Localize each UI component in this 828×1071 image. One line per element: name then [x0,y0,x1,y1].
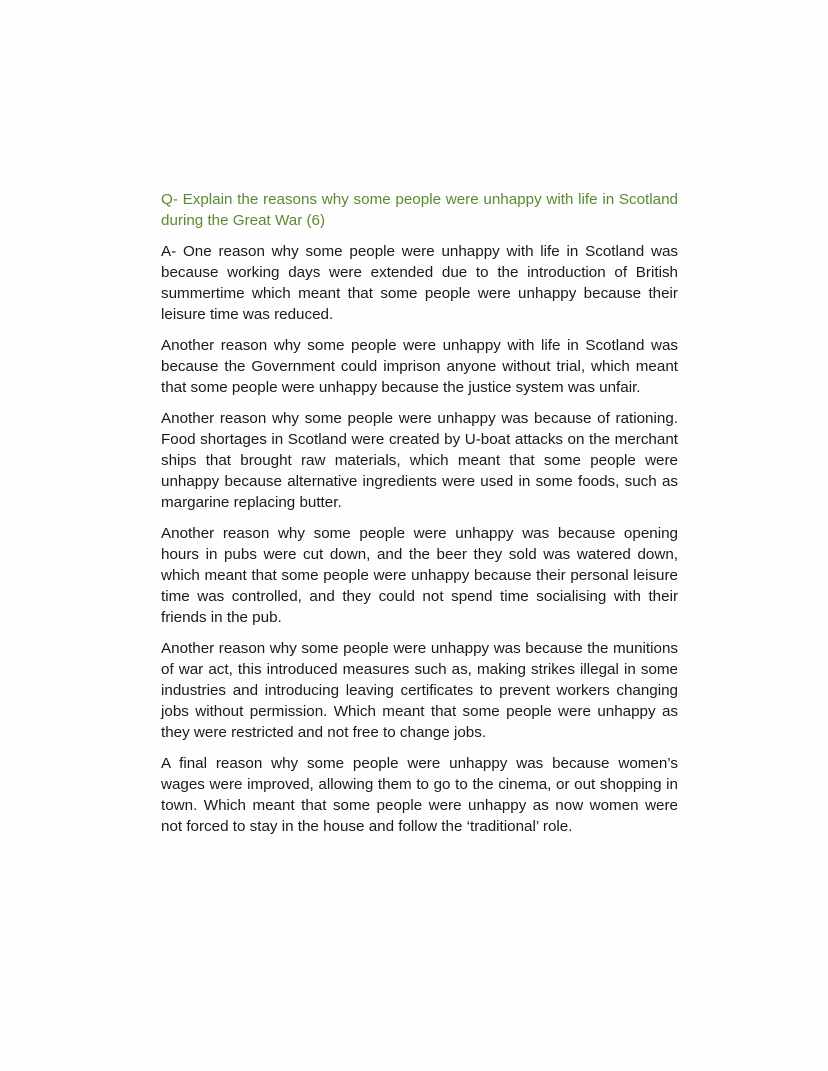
question-text: Q- Explain the reasons why some people were unhappy with life in Scotland during the Great War (6) [161,191,678,229]
answer-paragraph-6: A final reason why some people were unhappy was because women’s wages were improved, allowing them to go to the cinema, or out shopping in town. Which meant that some people were unhappy as now women were not forced to stay in the house and follow the ‘traditional’ role. [161,755,678,835]
answer-paragraph-2: Another reason why some people were unhappy with life in Scotland was because the Government could imprison anyone without trial, which meant that some people were unhappy because the justice system was unfair. [161,337,678,396]
answer-paragraph-4: Another reason why some people were unhappy was because opening hours in pubs were cut down, and the beer they sold was watered down, which meant that some people were unhappy because their personal leisure time was controlled, and they could not spend time socialising with their friends in the pub. [161,525,678,626]
answer-paragraph-3: Another reason why some people were unhappy was because of rationing. Food shortages in Scotland were created by U-boat attacks on the merchant ships that brought raw materials, which meant that some people were unhappy because alternative ingredients were used in some foods, such as margarine replacing butter. [161,410,678,511]
answer-paragraph-1: A- One reason why some people were unhappy with life in Scotland was because working days were extended due to the introduction of British summertime which meant that some people were unhappy because their leisure time was reduced. [161,243,678,323]
document-content [161,189,678,847]
answer-paragraph-5: Another reason why some people were unhappy was because the munitions of war act, this introduced measures such as, making strikes illegal in some industries and introducing leaving certificates to prevent workers changing jobs without permission. Which meant that some people were unhappy as they were restricted and not free to change jobs. [161,640,678,741]
